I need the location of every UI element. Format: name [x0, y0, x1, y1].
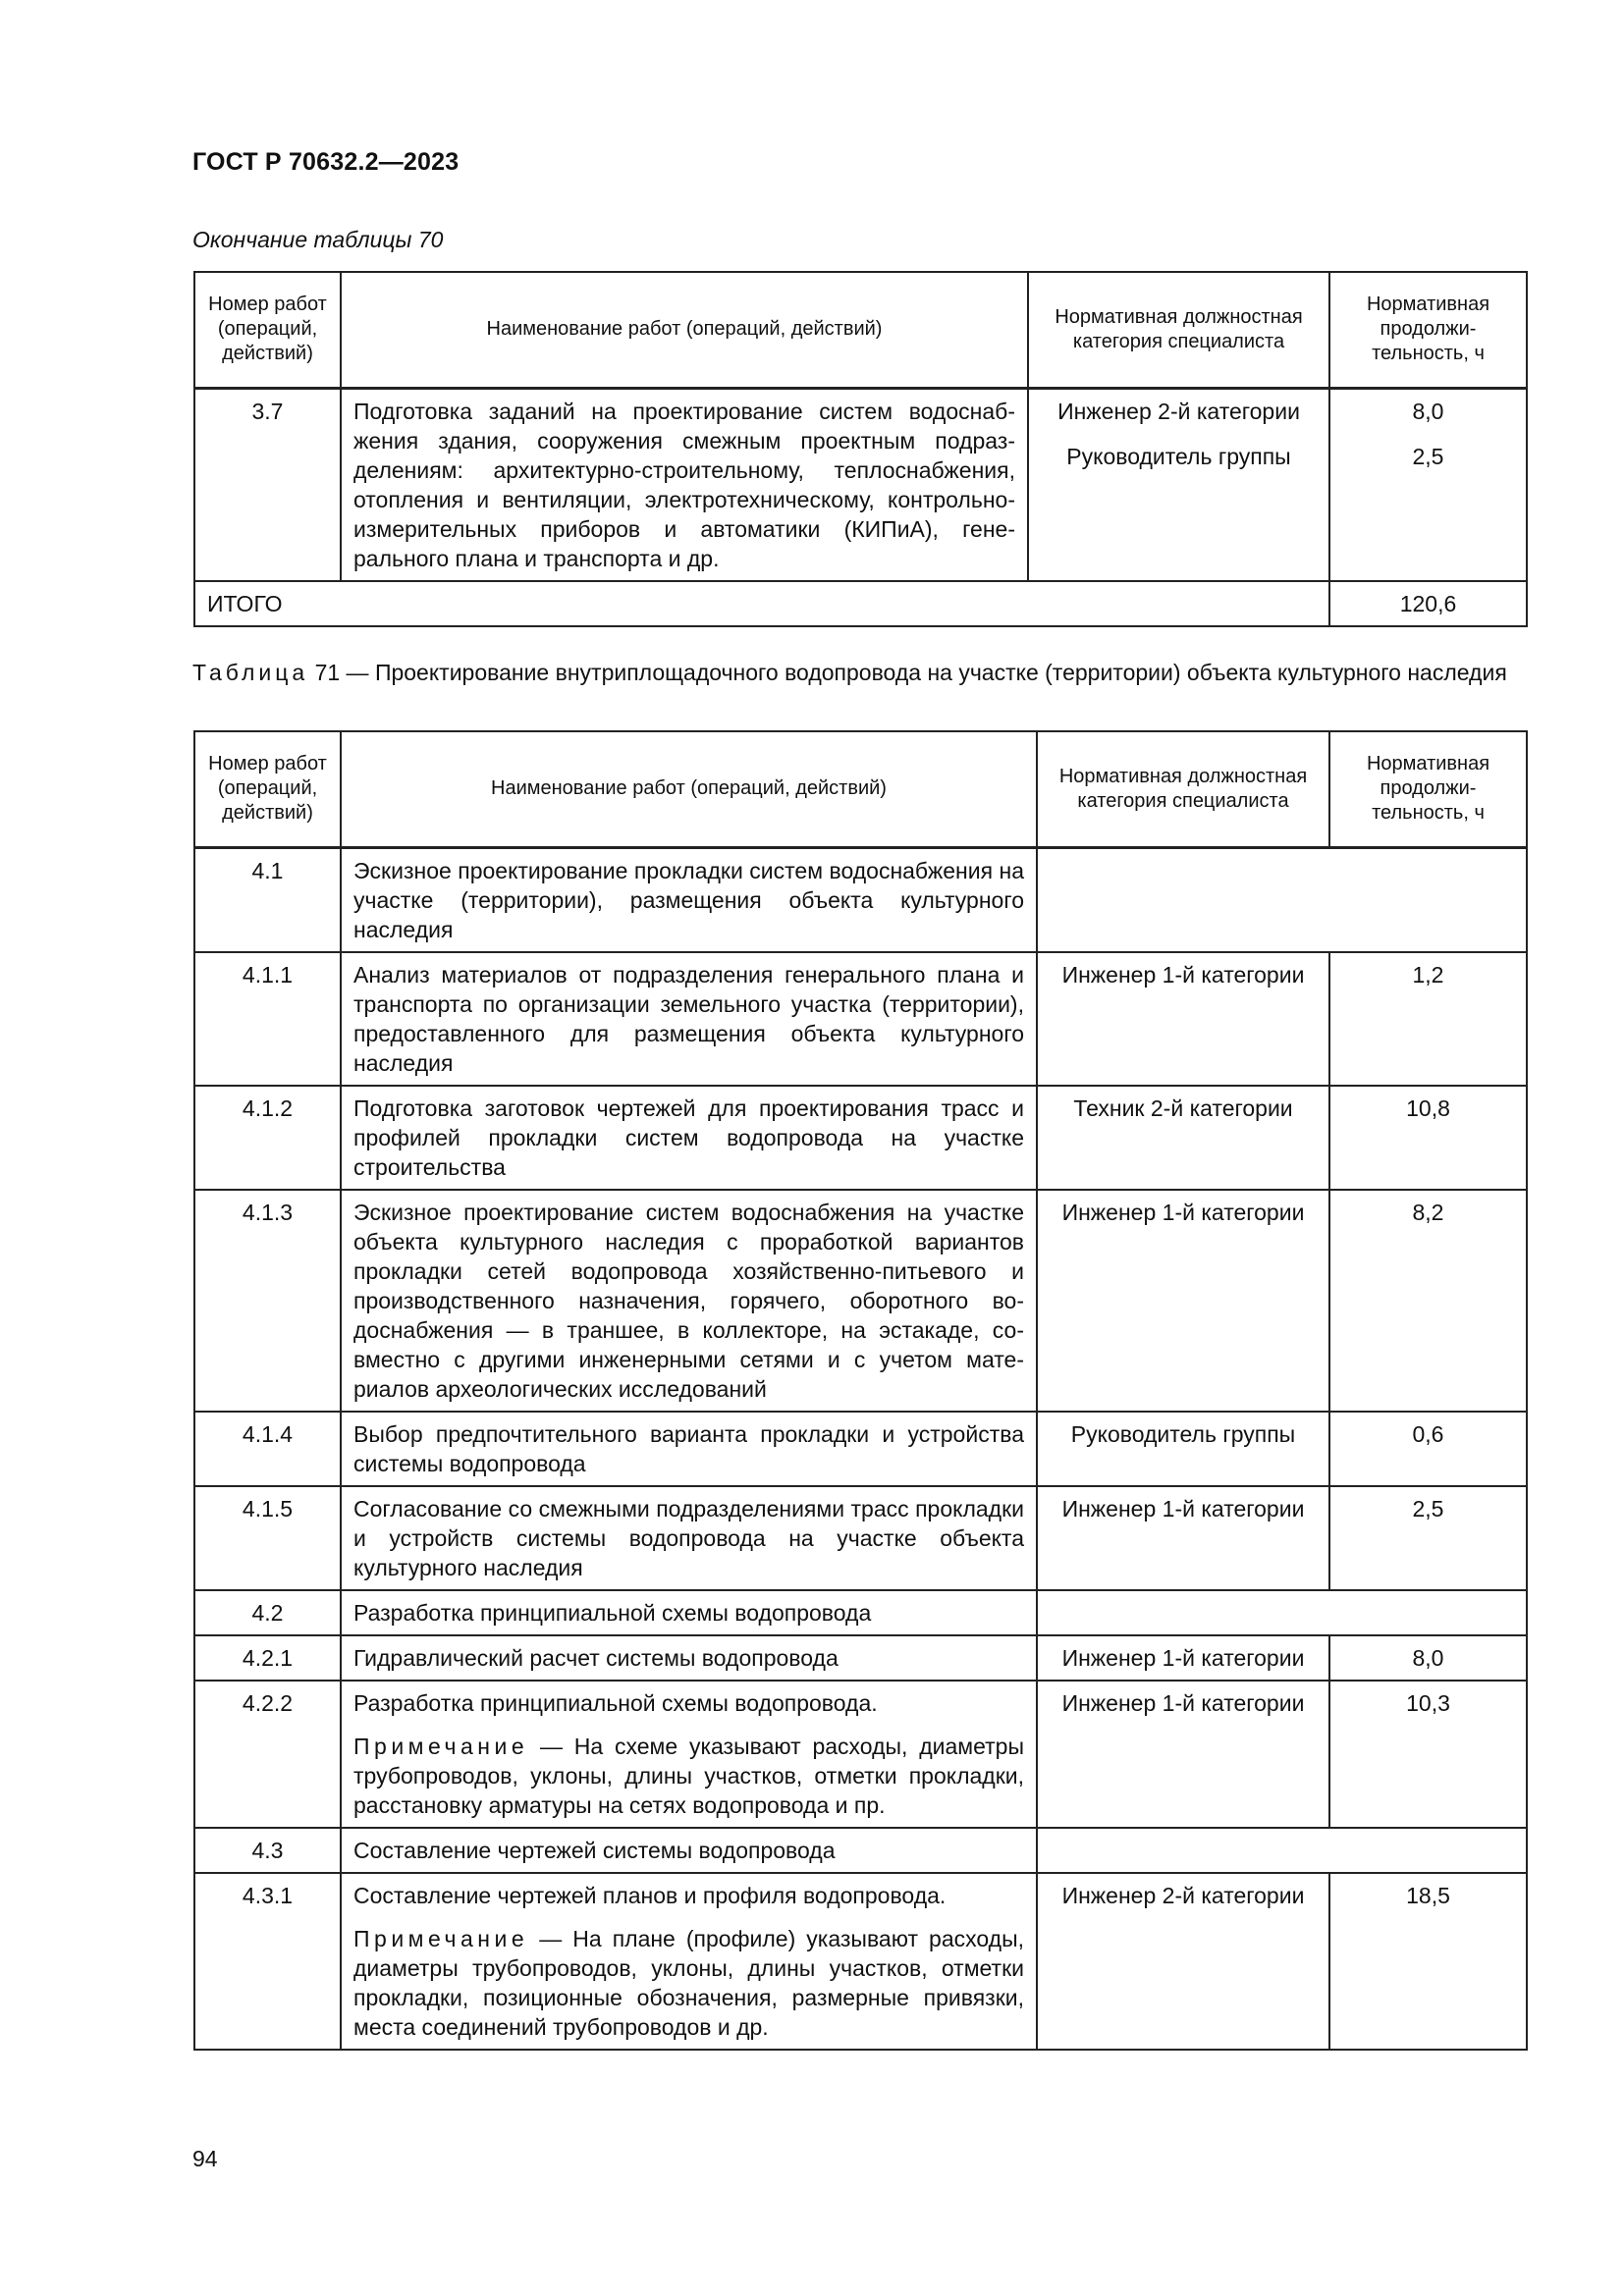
- total-value: 120,6: [1329, 581, 1527, 626]
- column-header-duration: Нормативная продолжительность, ч: [1329, 272, 1527, 388]
- specialist-category-secondary: Руководитель группы: [1066, 443, 1291, 469]
- duration-hours-secondary: 2,5: [1412, 443, 1444, 469]
- specialist-category: Руководитель группы: [1037, 1412, 1329, 1486]
- work-number: 4.2.2: [194, 1681, 341, 1828]
- empty-merged-cell: [1037, 847, 1527, 952]
- duration-hours: 18,5: [1329, 1873, 1527, 2050]
- work-number: 4.1.2: [194, 1086, 341, 1190]
- duration-hours: 10,8: [1329, 1086, 1527, 1190]
- duration-hours: 0,6: [1329, 1412, 1527, 1486]
- document-code: ГОСТ Р 70632.2—2023: [192, 148, 460, 176]
- page-number: 94: [192, 2146, 218, 2171]
- table-row: [194, 1190, 1527, 1412]
- duration-hours-primary: 8,0: [1412, 398, 1444, 424]
- column-header-name: Наименование работ (операций, действий): [341, 272, 1028, 388]
- duration-hours: 10,3: [1329, 1681, 1527, 1828]
- column-header-category: Нормативная должностная категория специалиста: [1037, 731, 1329, 847]
- note-text: — На схеме указывают расходы, диаметры трубопроводов, уклоны, длины участков, отметки прокладки, расстановку арматуры на сетях водопровода и пр.: [353, 1733, 1024, 1818]
- work-note: [353, 1732, 1024, 1820]
- work-number: 3.7: [194, 388, 341, 581]
- work-description: Эскизное проектирование систем водоснабжения на участке объекта культурного наследия с проработкой вариантов прокладки сетей водопровода хозяйственно-питьевого и производственного назначения, горячего, оборотного водоснабжения — в траншее, в коллекторе, на эстакаде, совместно с другими инженерными сетями и с учетом материалов археологических исследований: [341, 1190, 1037, 1412]
- table-row: [194, 1086, 1527, 1190]
- work-description: Анализ материалов от подразделения генерального плана и транспорта по организации земельного участка (территории), предоставленного для размещения объекта культурного наследия: [341, 952, 1037, 1086]
- work-number: 4.2: [194, 1590, 341, 1635]
- column-header-name: Наименование работ (операций, действий): [341, 731, 1037, 847]
- work-note: [353, 1924, 1024, 2042]
- specialist-category: [1028, 388, 1329, 581]
- work-number: 4.1.4: [194, 1412, 341, 1486]
- table-header-row: [194, 731, 1527, 847]
- work-number: 4.1.1: [194, 952, 341, 1086]
- duration-hours: 8,2: [1329, 1190, 1527, 1412]
- table-row: [194, 1873, 1527, 2050]
- table-70: [193, 271, 1528, 627]
- table-row: [194, 1635, 1527, 1681]
- table-row: [194, 952, 1527, 1086]
- note-text: — На плане (профиле) указывают расходы, диаметры трубопроводов, уклоны, длины участков, отметки прокладки, позиционные обозначения, размерные привязки, места соединений трубопроводов и др.: [353, 1925, 1024, 2040]
- specialist-category: Инженер 1-й категории: [1037, 1635, 1329, 1681]
- column-header-number: Номер работ (операций, действий): [194, 272, 341, 388]
- work-number: 4.3: [194, 1828, 341, 1873]
- caption-prefix: Таблица: [192, 660, 309, 685]
- table-row: [194, 1486, 1527, 1590]
- specialist-category: Техник 2-й категории: [1037, 1086, 1329, 1190]
- column-header-number: Номер работ (операций, действий): [194, 731, 341, 847]
- work-description-main: Составление чертежей планов и профиля водопровода.: [353, 1882, 947, 1908]
- work-description: Выбор предпочтительного варианта прокладки и устройства системы водопровода: [341, 1412, 1037, 1486]
- empty-merged-cell: [1037, 1828, 1527, 1873]
- table-header-row: [194, 272, 1527, 388]
- work-description: Гидравлический расчет системы водопровода: [341, 1635, 1037, 1681]
- work-number: 4.2.1: [194, 1635, 341, 1681]
- specialist-category: Инженер 1-й категории: [1037, 1681, 1329, 1828]
- total-label: ИТОГО: [194, 581, 1329, 626]
- work-number: 4.1: [194, 847, 341, 952]
- column-header-duration: Нормативная продолжительность, ч: [1329, 731, 1527, 847]
- table-71-caption: [192, 658, 1528, 688]
- work-description: Согласование со смежными подразделениями трасс прокладки и устройств системы водопровода на участке объекта культурного наследия: [341, 1486, 1037, 1590]
- work-description: Эскизное проектирование прокладки систем водоснабжения на участке (территории), размещения объекта культурного наследия: [341, 847, 1037, 952]
- work-description: Разработка принципиальной схемы водопровода: [341, 1590, 1037, 1635]
- work-description-main: Разработка принципиальной схемы водопровода.: [353, 1689, 878, 1716]
- total-row: [194, 581, 1527, 626]
- caption-text: 71 — Проектирование внутриплощадочного водопровода на участке (территории) объекта культурного наследия: [308, 660, 1507, 685]
- specialist-category: Инженер 1-й категории: [1037, 952, 1329, 1086]
- work-description: [341, 1681, 1037, 1828]
- table-continuation-label: Окончание таблицы 70: [192, 227, 444, 252]
- duration-hours: 2,5: [1329, 1486, 1527, 1590]
- table-row: [194, 1828, 1527, 1873]
- empty-merged-cell: [1037, 1590, 1527, 1635]
- note-label: Примечание: [353, 1925, 529, 1951]
- specialist-category: Инженер 1-й категории: [1037, 1486, 1329, 1590]
- specialist-category: Инженер 1-й категории: [1037, 1190, 1329, 1412]
- work-description: Подготовка заданий на проектирование систем водоснабжения здания, сооружения смежным проектным подразделениям: архитектурно-строительному, теплоснабжения, отопления и вентиляции, электротехническому, контрольно-измерительных приборов и автоматики (КИПиА), генерального плана и транспорта и др.: [341, 388, 1028, 581]
- specialist-category: Инженер 2-й категории: [1037, 1873, 1329, 2050]
- table-row: [194, 1412, 1527, 1486]
- duration-hours: 8,0: [1329, 1635, 1527, 1681]
- table-71: [193, 730, 1528, 2051]
- work-description: [341, 1873, 1037, 2050]
- work-number: 4.1.5: [194, 1486, 341, 1590]
- duration-hours: [1329, 388, 1527, 581]
- specialist-category-primary: Инженер 2-й категории: [1057, 398, 1300, 424]
- table-row: [194, 388, 1527, 581]
- note-label: Примечание: [353, 1733, 529, 1759]
- work-number: 4.1.3: [194, 1190, 341, 1412]
- table-row: [194, 1681, 1527, 1828]
- work-description: Составление чертежей системы водопровода: [341, 1828, 1037, 1873]
- work-number: 4.3.1: [194, 1873, 341, 2050]
- duration-hours: 1,2: [1329, 952, 1527, 1086]
- work-description: Подготовка заготовок чертежей для проектирования трасс и профилей прокладки систем водопровода на участке строительства: [341, 1086, 1037, 1190]
- column-header-category: Нормативная должностная категория специалиста: [1028, 272, 1329, 388]
- table-row: [194, 1590, 1527, 1635]
- table-row: [194, 847, 1527, 952]
